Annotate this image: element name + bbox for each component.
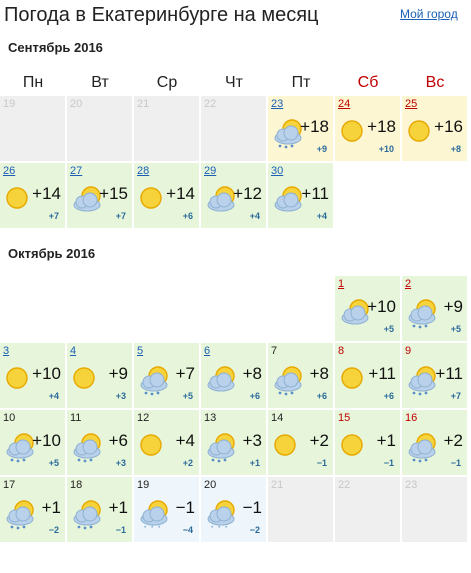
night-temperature: −2	[48, 525, 59, 535]
day-cell[interactable]	[335, 96, 401, 162]
day-number: 23	[405, 479, 418, 491]
day-temperature: +11	[301, 184, 329, 203]
day-number: 21	[137, 98, 150, 110]
partly-cloudy-rain-icon	[205, 432, 237, 464]
day-cell[interactable]	[201, 410, 267, 476]
night-temperature: +2	[182, 458, 193, 468]
day-cell	[134, 96, 200, 162]
day-cell[interactable]	[335, 410, 401, 476]
svg-text:*: *	[218, 526, 221, 531]
day-number[interactable]: 26	[3, 165, 16, 177]
day-cell[interactable]	[67, 410, 133, 476]
day-number[interactable]: 4	[70, 345, 77, 357]
partly-cloudy-rain-icon	[272, 365, 304, 397]
partly-cloudy-rain-icon	[71, 499, 103, 531]
day-temperature: +11	[435, 364, 463, 383]
sun-icon	[138, 432, 170, 464]
night-temperature: +4	[48, 391, 59, 401]
day-temperature: +1	[108, 498, 128, 517]
month-heading-september: Сентябрь 2016	[8, 40, 103, 55]
day-number[interactable]: 16	[405, 412, 418, 424]
day-cell[interactable]	[335, 276, 401, 342]
day-cell[interactable]	[0, 410, 66, 476]
day-temperature: +8	[309, 364, 329, 383]
night-temperature: +5	[182, 391, 193, 401]
night-temperature: −2	[249, 525, 260, 535]
night-temperature: +6	[383, 391, 394, 401]
night-temperature: −4	[182, 525, 193, 535]
day-temperature: +18	[300, 117, 329, 136]
sun-icon	[339, 432, 371, 464]
my-city-link[interactable]: Мой город	[400, 7, 458, 21]
day-cell	[335, 477, 401, 543]
night-temperature: +6	[249, 391, 260, 401]
sun-icon	[339, 365, 371, 397]
day-number[interactable]: 19	[137, 479, 150, 491]
day-temperature: +15	[99, 184, 128, 203]
partly-cloudy-rain-icon	[406, 365, 438, 397]
day-cell[interactable]	[67, 477, 133, 543]
day-number[interactable]: 2	[405, 278, 412, 290]
day-cell[interactable]	[0, 163, 66, 229]
day-cell[interactable]	[201, 343, 267, 409]
day-cell	[201, 96, 267, 162]
day-cell	[0, 96, 66, 162]
partly-cloudy-icon	[205, 365, 237, 397]
day-cell[interactable]	[134, 410, 200, 476]
day-temperature: +3	[242, 431, 262, 450]
day-number[interactable]: 28	[137, 165, 150, 177]
day-number[interactable]: 30	[271, 165, 284, 177]
night-temperature: +4	[249, 211, 260, 221]
day-number[interactable]: 11	[70, 412, 82, 424]
day-number[interactable]: 23	[271, 98, 284, 110]
day-number: 21	[271, 479, 284, 491]
day-temperature: +9	[443, 297, 463, 316]
day-number[interactable]: 24	[338, 98, 351, 110]
day-temperature: +10	[32, 364, 61, 383]
day-number[interactable]: 25	[405, 98, 418, 110]
day-cell[interactable]	[402, 96, 468, 162]
day-cell[interactable]	[402, 343, 468, 409]
day-temperature: +14	[32, 184, 61, 203]
weekday-6: Вс	[425, 74, 445, 91]
night-temperature: +7	[115, 211, 126, 221]
day-number[interactable]: 5	[137, 345, 144, 357]
day-temperature: +10	[367, 297, 396, 316]
day-cell[interactable]	[67, 343, 133, 409]
day-cell[interactable]	[67, 163, 133, 229]
night-temperature: +5	[450, 324, 461, 334]
day-number[interactable]: 1	[338, 278, 345, 290]
weekday-1: Вт	[91, 74, 109, 91]
night-temperature: +10	[378, 144, 394, 154]
night-temperature: +7	[48, 211, 59, 221]
day-number: 22	[338, 479, 351, 491]
day-cell[interactable]	[268, 163, 334, 229]
day-cell[interactable]	[0, 343, 66, 409]
day-number[interactable]: 10	[3, 412, 16, 424]
day-number[interactable]: 8	[338, 345, 345, 357]
day-cell	[268, 477, 334, 543]
day-number[interactable]: 20	[204, 479, 217, 491]
night-temperature: −1	[316, 458, 327, 468]
day-number[interactable]: 3	[3, 345, 10, 357]
svg-text:*: *	[144, 526, 147, 531]
day-cell[interactable]	[268, 96, 334, 162]
day-number: 22	[204, 98, 217, 110]
day-cell	[67, 96, 133, 162]
night-temperature: +3	[115, 391, 126, 401]
day-temperature: −1	[175, 498, 195, 517]
day-cell[interactable]	[402, 410, 468, 476]
day-temperature: +14	[166, 184, 195, 203]
svg-text:*: *	[225, 526, 228, 531]
night-temperature: +7	[450, 391, 461, 401]
day-temperature: +4	[175, 431, 195, 450]
night-temperature: −1	[115, 525, 126, 535]
day-temperature: +2	[309, 431, 329, 450]
night-temperature: +1	[249, 458, 260, 468]
day-temperature: +9	[108, 364, 128, 383]
night-temperature: +4	[316, 211, 327, 221]
day-temperature: +11	[368, 364, 396, 383]
partly-cloudy-rain-icon	[71, 432, 103, 464]
day-number[interactable]: 15	[338, 412, 351, 424]
partly-cloudy-icon	[272, 185, 304, 217]
day-number[interactable]: 7	[271, 345, 278, 357]
day-cell	[402, 477, 468, 543]
day-number[interactable]: 14	[271, 412, 284, 424]
day-cell[interactable]	[134, 163, 200, 229]
day-number[interactable]: 9	[405, 345, 412, 357]
partly-cloudy-rain-icon	[138, 365, 170, 397]
night-temperature: +5	[48, 458, 59, 468]
page-title: Погода в Екатеринбурге на месяц	[4, 4, 319, 26]
partly-cloudy-snow-icon	[205, 499, 237, 531]
night-temperature: −1	[383, 458, 394, 468]
day-number[interactable]: 17	[3, 479, 16, 491]
weekday-5: Сб	[357, 74, 379, 91]
weekday-2: Ср	[156, 74, 178, 91]
day-temperature: +6	[108, 431, 128, 450]
day-cell[interactable]	[0, 477, 66, 543]
day-cell[interactable]	[134, 477, 200, 543]
weekday-4: Пт	[291, 74, 311, 91]
night-temperature: +5	[383, 324, 394, 334]
night-temperature: +3	[115, 458, 126, 468]
day-number[interactable]: 29	[204, 165, 217, 177]
day-number[interactable]: 27	[70, 165, 83, 177]
night-temperature: −1	[450, 458, 461, 468]
day-temperature: +7	[175, 364, 195, 383]
day-cell[interactable]	[201, 163, 267, 229]
partly-cloudy-snow-icon	[138, 499, 170, 531]
month-heading-october: Октябрь 2016	[8, 246, 96, 261]
partly-cloudy-rain-icon	[4, 499, 36, 531]
day-number[interactable]: 12	[137, 412, 150, 424]
day-cell[interactable]	[201, 477, 267, 543]
svg-text:*: *	[211, 526, 214, 531]
day-temperature: +8	[242, 364, 262, 383]
day-temperature: +16	[434, 117, 463, 136]
day-cell[interactable]	[402, 276, 468, 342]
partly-cloudy-rain-icon	[406, 432, 438, 464]
night-temperature: +8	[450, 144, 461, 154]
day-cell[interactable]	[268, 343, 334, 409]
day-number[interactable]: 18	[70, 479, 83, 491]
svg-text:*: *	[151, 526, 154, 531]
day-number: 20	[70, 98, 83, 110]
day-cell[interactable]	[134, 343, 200, 409]
night-temperature: +6	[182, 211, 193, 221]
partly-cloudy-rain-icon	[406, 298, 438, 330]
day-number[interactable]: 13	[204, 412, 217, 424]
night-temperature: +9	[316, 144, 327, 154]
weekday-0: Пн	[22, 74, 44, 91]
day-temperature: +2	[443, 431, 463, 450]
day-temperature: +1	[376, 431, 396, 450]
day-temperature: +12	[233, 184, 262, 203]
day-temperature: −1	[242, 498, 262, 517]
day-cell[interactable]	[268, 410, 334, 476]
sun-icon	[272, 432, 304, 464]
night-temperature: +6	[316, 391, 327, 401]
day-temperature: +18	[367, 117, 396, 136]
sun-icon	[71, 365, 103, 397]
day-number: 19	[3, 98, 16, 110]
day-temperature: +1	[41, 498, 61, 517]
day-number[interactable]: 6	[204, 345, 211, 357]
svg-text:*: *	[158, 526, 161, 531]
day-temperature: +10	[32, 431, 61, 450]
day-cell[interactable]	[335, 343, 401, 409]
weekday-3: Чт	[225, 74, 243, 91]
